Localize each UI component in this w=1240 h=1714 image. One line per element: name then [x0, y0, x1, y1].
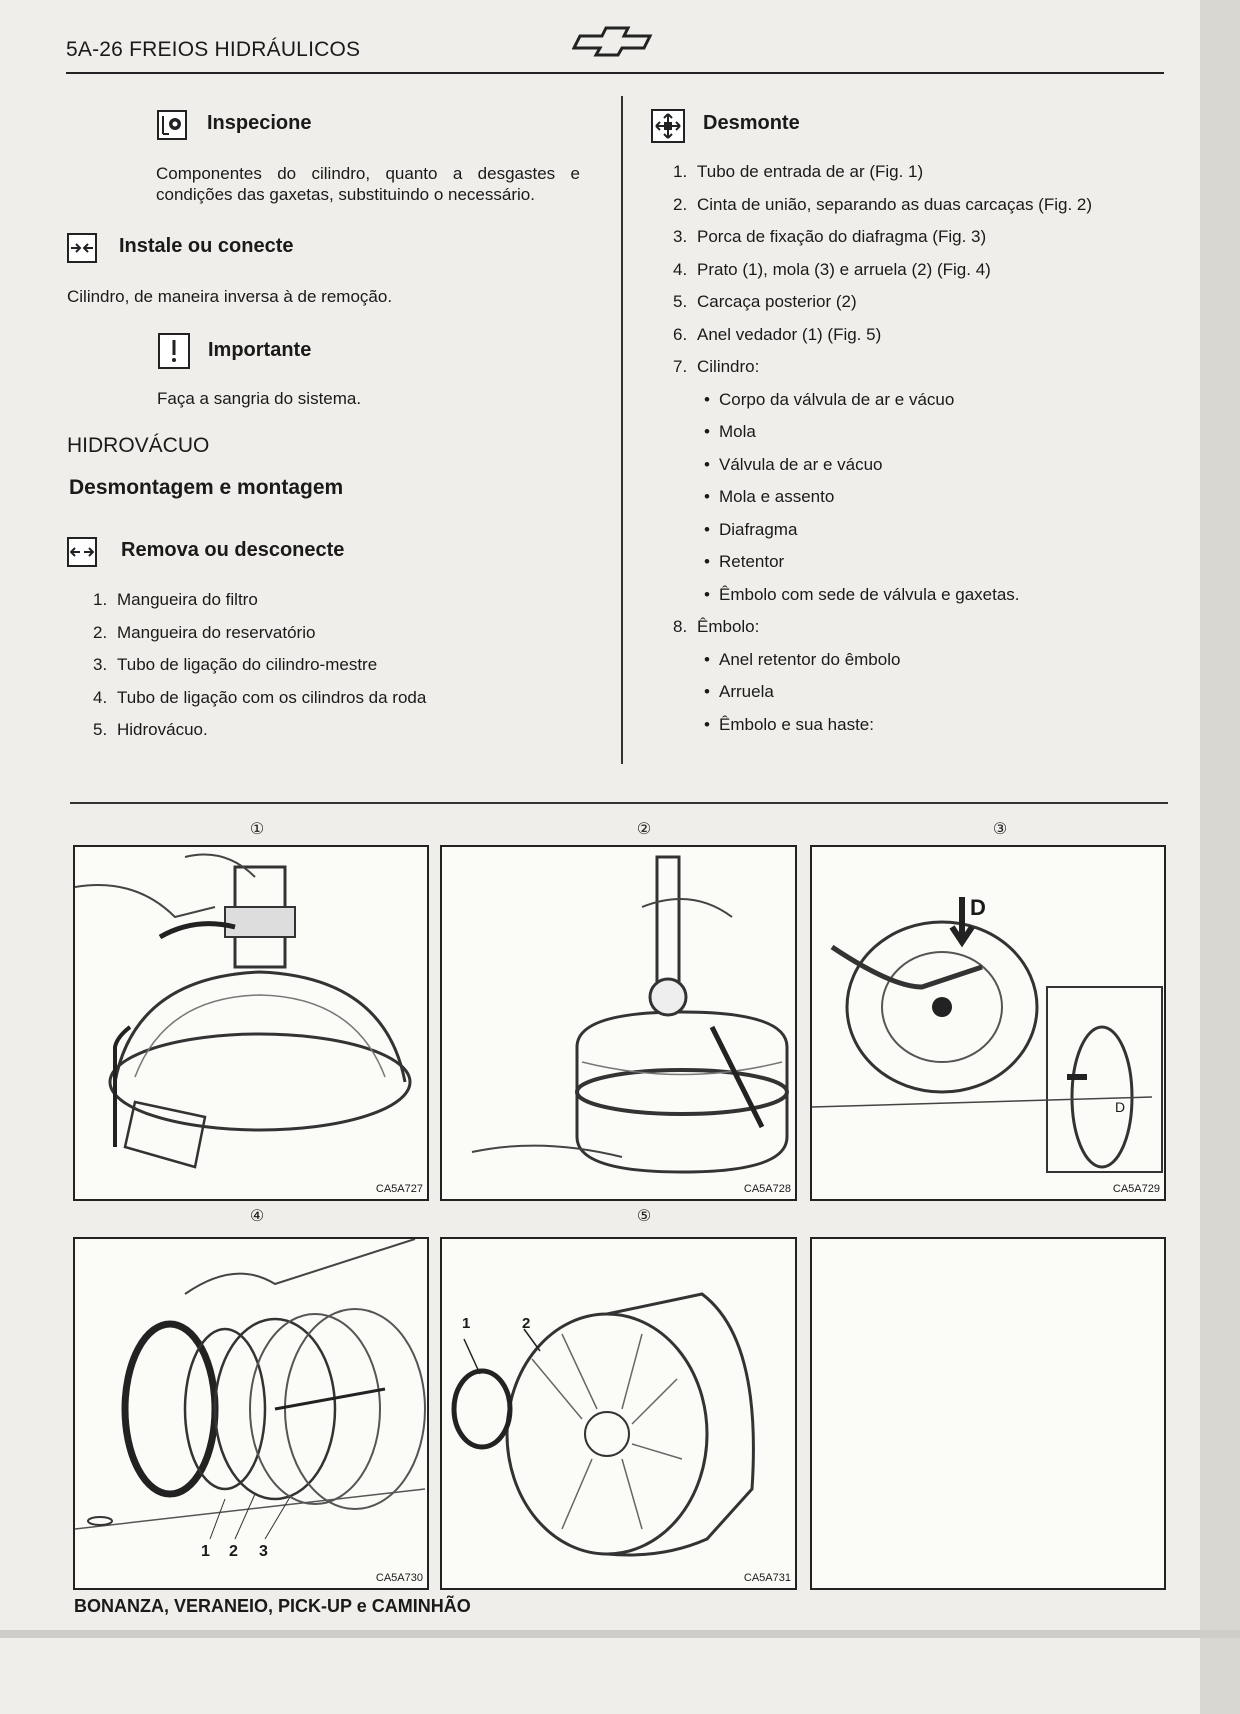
figure-number: ⑤: [636, 1208, 652, 1225]
figure-number: ③: [992, 821, 1008, 838]
list-item: [673, 648, 1092, 681]
figure-2-band-removal: [440, 845, 797, 1201]
list-number: 2.: [673, 194, 688, 214]
list-item-text: Êmbolo e sua haste:: [719, 714, 874, 734]
list-number: 6.: [673, 324, 688, 344]
list-item-text: Êmbolo com sede de válvula e gaxetas.: [719, 584, 1020, 604]
figure-5-seal-ring: [440, 1237, 797, 1590]
inspecione-text: Componentes do cilindro, quanto a desgastes e condições das gaxetas, substituindo o necessário.: [156, 164, 580, 204]
section-heading-desmontagem: Desmontagem e montagem: [69, 476, 344, 499]
install-icon: [67, 233, 97, 263]
figure-code: CA5A728: [743, 1183, 791, 1195]
empty-figure-frame: [810, 1237, 1166, 1590]
list-item-text: Êmbolo:: [697, 617, 760, 636]
importante-title: Importante: [208, 339, 312, 361]
diaphragm-illustration: [812, 847, 1164, 1199]
list-item-text: Retentor: [719, 552, 785, 571]
list-item: [673, 258, 1092, 291]
list-item-text: Prato (1), mola (3) e arruela (2) (Fig. 4): [697, 259, 991, 279]
part-label: 2: [229, 1543, 238, 1560]
figure-code: CA5A731: [743, 1572, 791, 1584]
chevrolet-bowtie-logo: [572, 24, 658, 58]
page-edge-shadow: [1200, 0, 1240, 1714]
remove-icon: [67, 537, 97, 567]
list-number: 3.: [93, 655, 108, 674]
list-item: [673, 713, 1092, 746]
list-item-text: Carcaça posterior (2): [697, 292, 857, 311]
list-item: [673, 680, 1092, 713]
desmonte-title: Desmonte: [703, 112, 800, 134]
disassemble-icon: [651, 109, 685, 143]
figure-1-tube-removal: [73, 845, 429, 1201]
instale-text: Cilindro, de maneira inversa à de remoção.: [67, 287, 393, 306]
important-icon: [158, 333, 190, 369]
list-number: 5.: [673, 292, 688, 311]
list-item-text: Anel vedador (1) (Fig. 5): [697, 324, 882, 344]
list-item-text: Cinta de união, separando as duas carcaças (Fig. 2): [697, 194, 1093, 214]
list-item-text: Mola e assento: [719, 487, 835, 506]
list-item: [93, 686, 426, 719]
list-bullet: •: [704, 682, 710, 701]
booster-illustration: [75, 847, 427, 1199]
list-bullet: •: [704, 552, 710, 571]
figure-code: CA5A727: [375, 1183, 423, 1195]
list-item-text: Cilindro:: [697, 357, 760, 376]
figure-code: CA5A730: [375, 1572, 423, 1584]
remova-list: [93, 588, 426, 751]
list-item: [673, 388, 1092, 421]
remova-title: Remova ou desconecte: [121, 539, 345, 561]
section-heading-hidrovacuo: HIDROVÁCUO: [67, 434, 210, 457]
list-item: [93, 718, 426, 751]
list-bullet: •: [704, 714, 710, 734]
figure-number: ④: [249, 1208, 265, 1225]
list-bullet: •: [704, 422, 710, 441]
figure-code: CA5A729: [1112, 1183, 1160, 1195]
inspecione-title: Inspecione: [207, 112, 312, 134]
list-item: [673, 193, 1092, 226]
list-item: [93, 621, 426, 654]
instale-title: Instale ou conecte: [119, 235, 294, 257]
list-item-text: Diafragma: [719, 519, 798, 539]
list-item: [673, 160, 1092, 193]
part-label: 1: [462, 1315, 471, 1332]
scan-smudge: [0, 1630, 1240, 1638]
list-item: [673, 323, 1092, 356]
list-item: [673, 355, 1092, 388]
list-item-text: Mangueira do reservatório: [117, 622, 316, 642]
list-item-text: Tubo de ligação do cilindro-mestre: [117, 655, 378, 674]
figure-4-plate-spring-removal: [73, 1237, 429, 1590]
list-item-text: Anel retentor do êmbolo: [719, 649, 901, 669]
list-item: [673, 453, 1092, 486]
list-item-text: Corpo da válvula de ar e vácuo: [719, 389, 955, 409]
list-item-text: Válvula de ar e vácuo: [719, 454, 883, 474]
list-bullet: •: [704, 584, 710, 604]
list-number: 4.: [673, 259, 688, 279]
list-item: [673, 550, 1092, 583]
list-item: [673, 485, 1092, 518]
list-item: [673, 615, 1092, 648]
list-number: 3.: [673, 227, 688, 246]
list-item-text: Tubo de entrada de ar (Fig. 1): [697, 162, 924, 181]
list-item: [673, 518, 1092, 551]
list-item: [673, 583, 1092, 616]
list-number: 1.: [93, 590, 108, 609]
page-footer-models: BONANZA, VERANEIO, PICK-UP e CAMINHÃO: [74, 1596, 471, 1616]
list-number: 2.: [93, 622, 108, 642]
list-number: 7.: [673, 357, 688, 376]
list-bullet: •: [704, 454, 710, 474]
list-item-text: Arruela: [719, 682, 774, 701]
list-item: [673, 225, 1092, 258]
list-item-text: Mola: [719, 422, 756, 441]
arrow-label: D: [1115, 1099, 1126, 1115]
list-item: [673, 420, 1092, 453]
figure-number: ①: [249, 821, 265, 838]
list-bullet: •: [704, 487, 710, 506]
list-item: [93, 653, 426, 686]
list-item-text: Porca de fixação do diafragma (Fig. 3): [697, 227, 987, 246]
part-label: 2: [522, 1315, 531, 1332]
housing-illustration: [442, 1239, 795, 1588]
arrow-label: D: [970, 895, 986, 920]
desmonte-list: [673, 160, 1092, 745]
list-item: [673, 290, 1092, 323]
list-number: 4.: [93, 687, 108, 707]
part-label: 1: [201, 1543, 210, 1560]
list-bullet: •: [704, 519, 710, 539]
section-rule: [70, 802, 1168, 804]
list-item-text: Hidrovácuo.: [117, 720, 208, 739]
list-item-text: Mangueira do filtro: [117, 590, 258, 609]
list-number: 5.: [93, 720, 108, 739]
list-bullet: •: [704, 649, 710, 669]
column-divider: [621, 96, 623, 764]
inspect-icon: [157, 110, 187, 140]
list-bullet: •: [704, 389, 710, 409]
header-rule: [66, 72, 1164, 74]
importante-text: Faça a sangria do sistema.: [157, 389, 362, 408]
list-item: [93, 588, 426, 621]
part-label: 3: [259, 1543, 268, 1560]
page-header-title: 5A-26 FREIOS HIDRÁULICOS: [66, 38, 361, 61]
list-number: 8.: [673, 617, 688, 636]
list-item-text: Tubo de ligação com os cilindros da roda: [117, 687, 427, 707]
figure-3-nut-removal: [810, 845, 1166, 1201]
figure-number: ②: [636, 821, 652, 838]
booster-illustration: [442, 847, 795, 1199]
list-number: 1.: [673, 162, 688, 181]
spring-illustration: [75, 1239, 427, 1588]
